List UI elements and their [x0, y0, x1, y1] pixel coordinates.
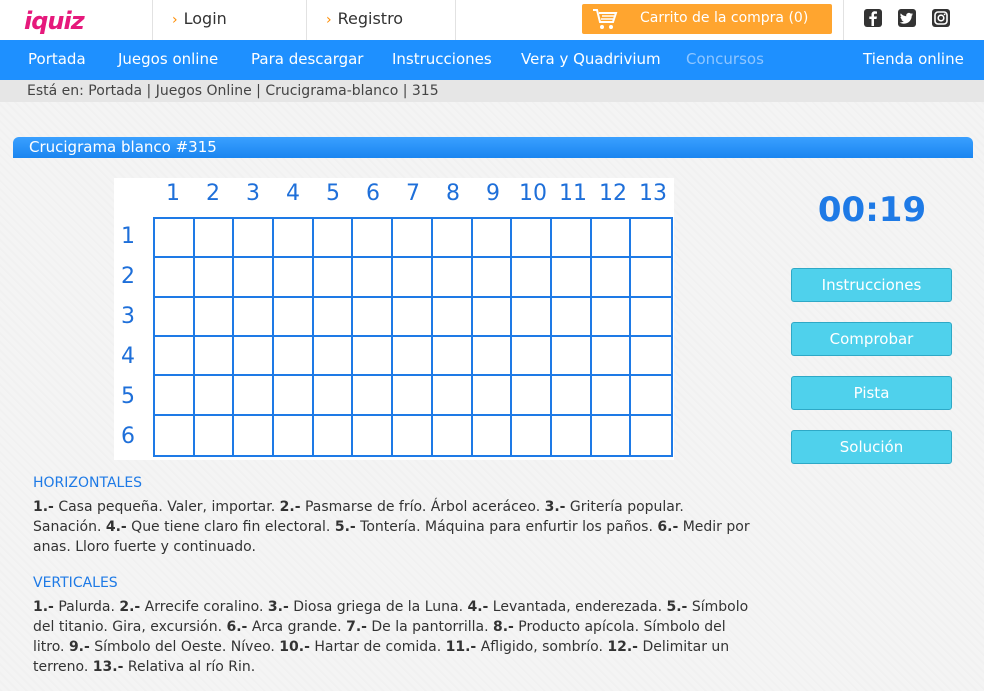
nav-item-para-descargar[interactable]: Para descargar — [251, 50, 364, 68]
main-nav — [0, 40, 984, 80]
check-button[interactable]: Comprobar — [791, 322, 952, 356]
clue-number: 1.- — [33, 599, 54, 615]
grid-cell[interactable] — [393, 337, 433, 376]
grid-cell[interactable] — [512, 376, 552, 415]
grid-cell[interactable] — [195, 416, 235, 455]
grid-cell[interactable] — [631, 416, 671, 455]
column-number: 4 — [286, 181, 300, 206]
grid-cell[interactable] — [195, 258, 235, 297]
grid-cell[interactable] — [433, 376, 473, 415]
grid-cell[interactable] — [433, 298, 473, 337]
grid-cell[interactable] — [274, 376, 314, 415]
clue-text: Que tiene claro fin electoral. — [126, 519, 335, 535]
divider — [306, 0, 307, 40]
twitter-icon[interactable] — [898, 9, 916, 27]
grid-cell[interactable] — [274, 337, 314, 376]
row-number: 4 — [121, 344, 135, 369]
row-number: 6 — [121, 424, 135, 449]
grid-cell[interactable] — [473, 416, 513, 455]
column-number: 7 — [406, 181, 420, 206]
clue-text: Casa pequeña. Valer, importar. — [53, 499, 280, 515]
clue-text: Símbolo del Oeste. Níveo. — [89, 639, 280, 655]
column-number: 9 — [486, 181, 500, 206]
divider — [152, 0, 153, 40]
grid-cell[interactable] — [592, 258, 632, 297]
logo-text: iquiz — [24, 7, 84, 35]
breadcrumb — [0, 80, 984, 102]
grid-cell[interactable] — [512, 258, 552, 297]
grid-cell[interactable] — [592, 337, 632, 376]
row-number: 5 — [121, 384, 135, 409]
clue-number: 5.- — [334, 519, 356, 535]
instagram-icon[interactable] — [932, 9, 950, 27]
shopping-cart-icon — [592, 7, 618, 31]
grid-cell[interactable] — [592, 376, 632, 415]
grid-cell[interactable] — [274, 219, 314, 258]
grid-cell[interactable] — [155, 416, 195, 455]
grid-cell[interactable] — [353, 376, 393, 415]
grid-cell[interactable] — [552, 376, 592, 415]
grid-cell[interactable] — [234, 376, 274, 415]
clue-number: 3.- — [267, 599, 289, 615]
grid-cell[interactable] — [314, 416, 354, 455]
column-number: 11 — [559, 181, 587, 206]
grid-cell[interactable] — [353, 258, 393, 297]
nav-item-juegos-online[interactable]: Juegos online — [118, 50, 219, 68]
clue-number: 13.- — [92, 659, 124, 675]
grid-cell[interactable] — [473, 219, 513, 258]
clue-text: Arrecife coralino. — [140, 599, 268, 615]
solution-button[interactable]: Solución — [791, 430, 952, 464]
grid-cell[interactable] — [473, 258, 513, 297]
grid-cell[interactable] — [393, 376, 433, 415]
nav-item-portada[interactable]: Portada — [28, 50, 86, 68]
grid-cell[interactable] — [234, 416, 274, 455]
clue-number: 4.- — [105, 519, 127, 535]
clue-text: Diosa griega de la Luna. — [288, 599, 468, 615]
vertical-heading: VERTICALES — [33, 575, 118, 591]
grid-cell[interactable] — [631, 219, 671, 258]
clue-text: Palurda. — [53, 599, 120, 615]
grid-cell[interactable] — [393, 219, 433, 258]
nav-item-tienda-online[interactable]: Tienda online — [863, 50, 964, 68]
breadcrumb-text[interactable]: Está en: Portada | Juegos Online | Crucigrama-blanco | 315 — [27, 83, 439, 99]
clue-number: 12.- — [607, 639, 638, 655]
horizontal-heading: HORIZONTALES — [33, 475, 143, 491]
grid-cell[interactable] — [473, 337, 513, 376]
register-link[interactable] — [326, 9, 403, 28]
facebook-icon[interactable] — [864, 9, 882, 27]
grid-cell[interactable] — [552, 416, 592, 455]
grid-cell[interactable] — [353, 219, 393, 258]
grid-cell[interactable] — [314, 376, 354, 415]
clue-number: 2.- — [119, 599, 141, 615]
grid-cell[interactable] — [353, 298, 393, 337]
grid-cell[interactable] — [353, 337, 393, 376]
clue-text: Tontería. Máquina para enfurtir los paños. — [355, 519, 658, 535]
nav-item-vera-quadrivium[interactable]: Vera y Quadrivium — [521, 50, 661, 68]
instructions-button[interactable]: Instrucciones — [791, 268, 952, 302]
hint-button[interactable]: Pista — [791, 376, 952, 410]
clue-number: 2.- — [279, 499, 301, 515]
timer: 00:19 — [817, 190, 927, 230]
column-number: 13 — [639, 181, 667, 206]
grid-cell[interactable] — [592, 219, 632, 258]
grid-cell[interactable] — [433, 416, 473, 455]
grid-cell[interactable] — [155, 298, 195, 337]
clue-number: 5.- — [666, 599, 688, 615]
clue-number: 11.- — [445, 639, 477, 655]
clue-number: 7.- — [346, 619, 367, 635]
nav-item-instrucciones[interactable]: Instrucciones — [392, 50, 492, 68]
grid-cell[interactable] — [631, 298, 671, 337]
clue-text: Delimitar un terreno. — [33, 639, 730, 675]
grid-cell[interactable] — [512, 416, 552, 455]
column-number: 2 — [206, 181, 220, 206]
divider — [455, 0, 456, 40]
clue-text: Afligido, sombrío. — [476, 639, 608, 655]
grid-cell[interactable] — [552, 337, 592, 376]
grid-cell[interactable] — [195, 376, 235, 415]
clue-text: Gritería popular. Sanación. — [33, 499, 684, 535]
clue-number: 6.- — [226, 619, 248, 635]
grid-cell[interactable] — [393, 416, 433, 455]
grid-cell[interactable] — [592, 416, 632, 455]
grid-cell[interactable] — [155, 219, 195, 258]
grid-cell[interactable] — [552, 219, 592, 258]
column-number: 8 — [446, 181, 460, 206]
clue-text: Producto apícola. Símbolo del litro. — [33, 619, 726, 655]
column-number: 10 — [519, 181, 547, 206]
grid-cell[interactable] — [314, 298, 354, 337]
grid-cell[interactable] — [473, 298, 513, 337]
vertical-clues — [33, 597, 753, 677]
grid-cell[interactable] — [631, 337, 671, 376]
row-number: 1 — [121, 224, 135, 249]
chevron-right-icon: › — [172, 12, 178, 28]
grid-cell[interactable] — [274, 416, 314, 455]
clue-number: 4.- — [467, 599, 489, 615]
clue-number: 9.- — [68, 639, 90, 655]
grid-cell[interactable] — [314, 337, 354, 376]
grid-cell[interactable] — [353, 416, 393, 455]
grid-cell[interactable] — [512, 219, 552, 258]
grid-cell[interactable] — [234, 258, 274, 297]
clue-number: 1.- — [33, 499, 54, 515]
grid-cell[interactable] — [631, 376, 671, 415]
page-title: Crucigrama blanco #315 — [13, 137, 973, 158]
grid-cell[interactable] — [512, 337, 552, 376]
grid-cell[interactable] — [234, 337, 274, 376]
grid-cell[interactable] — [631, 258, 671, 297]
grid-cell[interactable] — [195, 219, 235, 258]
clue-text: De la pantorrilla. — [366, 619, 493, 635]
grid-cell[interactable] — [433, 258, 473, 297]
grid-cell[interactable] — [433, 337, 473, 376]
grid-cell[interactable] — [155, 337, 195, 376]
site-logo[interactable] — [24, 8, 130, 34]
grid-cell[interactable] — [195, 298, 235, 337]
chevron-right-icon: › — [326, 12, 332, 28]
cart-label: Carrito de la compra (0) — [640, 10, 809, 26]
clue-text: Arca grande. — [247, 619, 347, 635]
clue-text: Relativa al río Rin. — [123, 659, 256, 675]
grid-cell[interactable] — [314, 219, 354, 258]
login-link[interactable] — [172, 9, 227, 28]
grid-cell[interactable] — [155, 376, 195, 415]
clue-number: 3.- — [544, 499, 566, 515]
clue-number: 6.- — [657, 519, 679, 535]
login-label: Login — [183, 9, 227, 28]
column-number: 12 — [599, 181, 627, 206]
grid-cell[interactable] — [473, 376, 513, 415]
grid-cell[interactable] — [234, 219, 274, 258]
grid-cell[interactable] — [155, 258, 195, 297]
column-number: 6 — [366, 181, 380, 206]
clue-text: Levantada, enderezada. — [488, 599, 667, 615]
cart-button[interactable] — [582, 4, 832, 34]
grid-cell[interactable] — [552, 258, 592, 297]
grid-cell[interactable] — [512, 298, 552, 337]
clue-text: Hartar de comida. — [309, 639, 446, 655]
clue-text: Pasmarse de frío. Árbol aceráceo. — [300, 499, 545, 515]
clue-number: 8.- — [492, 619, 514, 635]
grid-cell[interactable] — [274, 298, 314, 337]
grid-cell[interactable] — [433, 219, 473, 258]
grid-cell[interactable] — [274, 258, 314, 297]
crossword-grid — [153, 217, 673, 457]
top-bar — [0, 0, 984, 40]
grid-cell[interactable] — [234, 298, 274, 337]
clue-number: 10.- — [279, 639, 310, 655]
horizontal-clues — [33, 497, 753, 557]
register-label: Registro — [337, 9, 404, 28]
divider — [843, 0, 844, 40]
column-number: 3 — [246, 181, 260, 206]
nav-item-concursos[interactable]: Concursos — [686, 50, 764, 68]
grid-cell[interactable] — [552, 298, 592, 337]
clue-text: Símbolo del titanio. Gira, excursión. — [33, 599, 749, 635]
column-number: 1 — [166, 181, 180, 206]
grid-cell[interactable] — [393, 298, 433, 337]
column-number: 5 — [326, 181, 340, 206]
grid-cell[interactable] — [592, 298, 632, 337]
grid-cell[interactable] — [195, 337, 235, 376]
grid-cell[interactable] — [314, 258, 354, 297]
row-number: 3 — [121, 304, 135, 329]
clue-text: Medir por anas. Lloro fuerte y continuado. — [33, 519, 750, 555]
grid-cell[interactable] — [393, 258, 433, 297]
row-number: 2 — [121, 264, 135, 289]
